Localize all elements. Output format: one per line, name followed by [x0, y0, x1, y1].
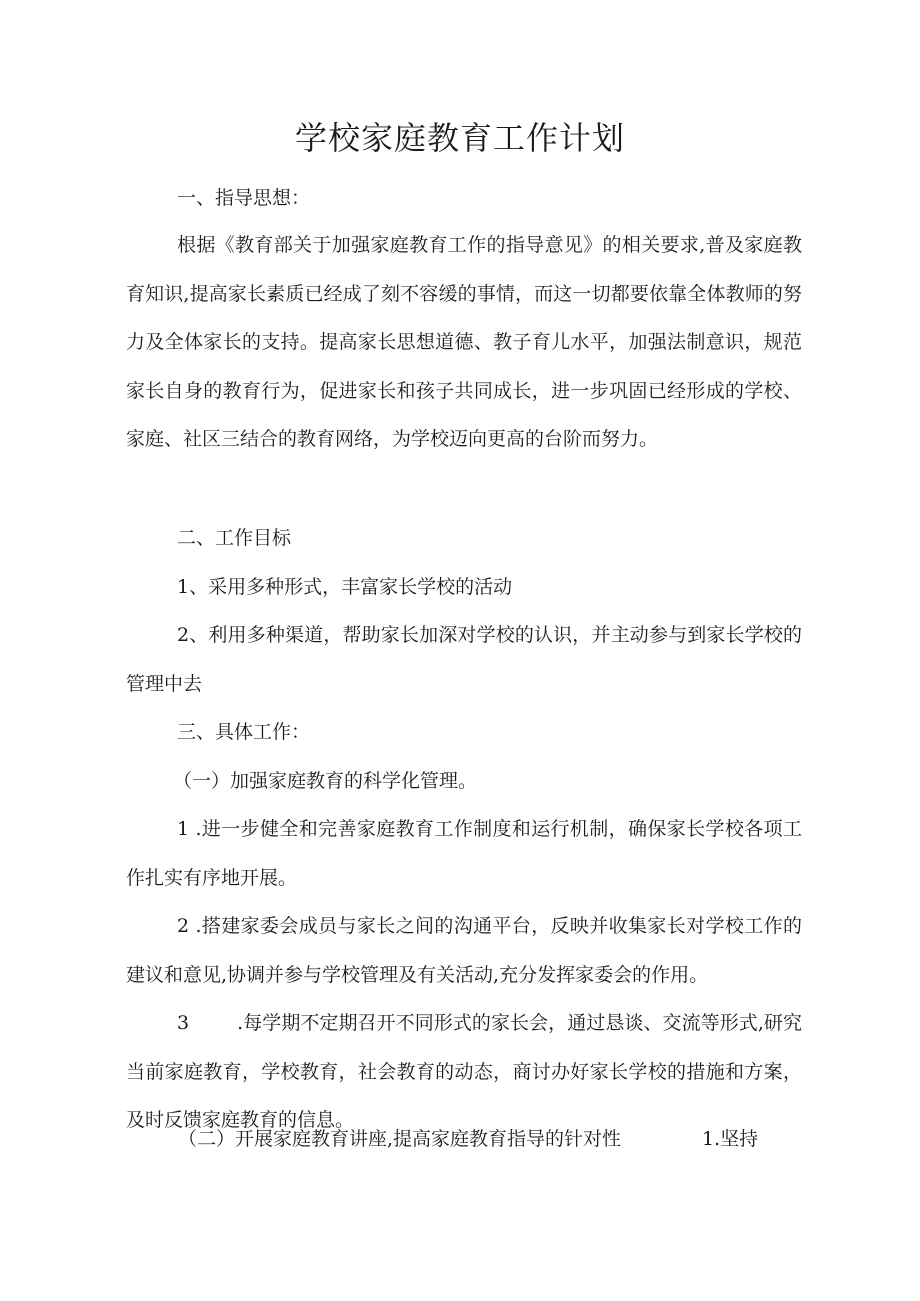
section-1-heading: 一、指导思想： — [177, 187, 311, 209]
subsection-2-item-start: 1.坚持 — [702, 1128, 759, 1150]
work-item-3-text: .每学期不定期召开不同形式的家长会，通过恳谈、交流等形式,研究当前家庭教育，学校教育，社会教育的动态，商讨办好家长学校的措施和方案，及时反馈家庭教育的信息。 — [126, 1012, 802, 1131]
work-item-2: 2 .搭建家委会成员与家长之间的沟通平台，反映并收集家长对学校工作的建议和意见,协调并参与学校管理及有关活动,充分发挥家委会的作用。 — [126, 915, 802, 986]
section-1-body: 根据《教育部关于加强家庭教育工作的指导意见》的相关要求,普及家庭教育知识,提高家长素质已经成了刻不容缓的事情，而这一切都要依靠全体教师的努力及全体家长的支持。提高家长思想道德、教子育儿水平，加强法制意识，规范家长自身的教育行为，促进家长和孩子共同成长，进一步巩固已经形成的学校、家庭、社区三结合的教育网络，为学校迈向更高的台阶而努力。 — [126, 234, 802, 450]
work-item-3 — [126, 999, 802, 1145]
goal-item-1: 1、采用多种形式，丰富家长学校的活动 — [177, 576, 513, 598]
goal-item-2: 2、利用多种渠道，帮助家长加深对学校的认识，并主动参与到家长学校的管理中去 — [126, 624, 802, 695]
section-2-heading: 二、工作目标 — [177, 527, 292, 549]
work-item-3-number: 3 — [177, 1012, 190, 1034]
subsection-1-heading: （一）加强家庭教育的科学化管理。 — [173, 770, 478, 792]
subsection-2-heading: （二）开展家庭教育讲座,提高家庭教育指导的针对性 — [178, 1128, 622, 1150]
work-item-1: 1 .进一步健全和完善家庭教育工作制度和运行机制，确保家长学校各项工作扎实有序地开展。 — [126, 818, 802, 889]
document-title: 学校家庭教育工作计划 — [294, 119, 625, 157]
section-3-heading: 三、具体工作： — [177, 721, 311, 743]
